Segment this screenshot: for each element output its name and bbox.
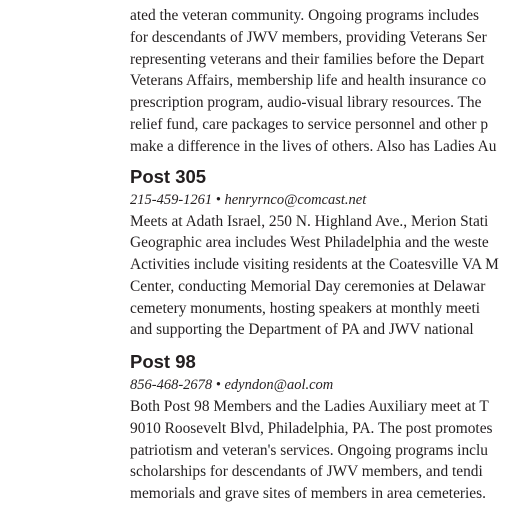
post-title: Post 305 <box>130 166 207 187</box>
text-line: cemetery monuments, hosting speakers at monthly meeti <box>130 300 481 317</box>
text-line: make a difference in the lives of others. Also has Ladies Au <box>130 138 497 155</box>
text-line: Veterans Affairs, membership life and health insurance co <box>130 72 487 89</box>
text-line: and supporting the Department of PA and JWV national <box>130 321 474 338</box>
text-line: relief fund, care packages to service personnel and other p <box>130 116 489 133</box>
text-line: ated the veteran community. Ongoing programs includes <box>130 7 480 24</box>
text-line: Geographic area includes West Philadelphia and the weste <box>130 234 489 251</box>
text-line: patriotism and veteran's services. Ongoing programs inclu <box>130 442 488 459</box>
text-line: for descendants of JWV members, providing Veterans Ser <box>130 29 487 46</box>
text-line: scholarships for descendants of JWV members, and tendi <box>130 463 483 480</box>
text-line: memorials and grave sites of members in area cemeteries. <box>130 485 486 502</box>
text-line: representing veterans and their families before the Depart <box>130 51 485 68</box>
text-line: 9010 Roosevelt Blvd, Philadelphia, PA. The post promotes <box>130 420 493 437</box>
text-line: prescription program, audio-visual library resources. The <box>130 94 482 111</box>
text-line: Both Post 98 Members and the Ladies Auxiliary meet at T <box>130 398 489 415</box>
post-contact: 215-459-1261 • henryrnco@comcast.net <box>130 192 367 208</box>
text-line: Meets at Adath Israel, 250 N. Highland Ave., Merion Stati <box>130 213 489 230</box>
text-line: Activities include visiting residents at the Coatesville VA M <box>130 256 499 273</box>
post-title: Post 98 <box>130 351 196 372</box>
text-line: Center, conducting Memorial Day ceremonies at Delawar <box>130 278 486 295</box>
post-contact: 856-468-2678 • edyndon@aol.com <box>130 377 334 393</box>
